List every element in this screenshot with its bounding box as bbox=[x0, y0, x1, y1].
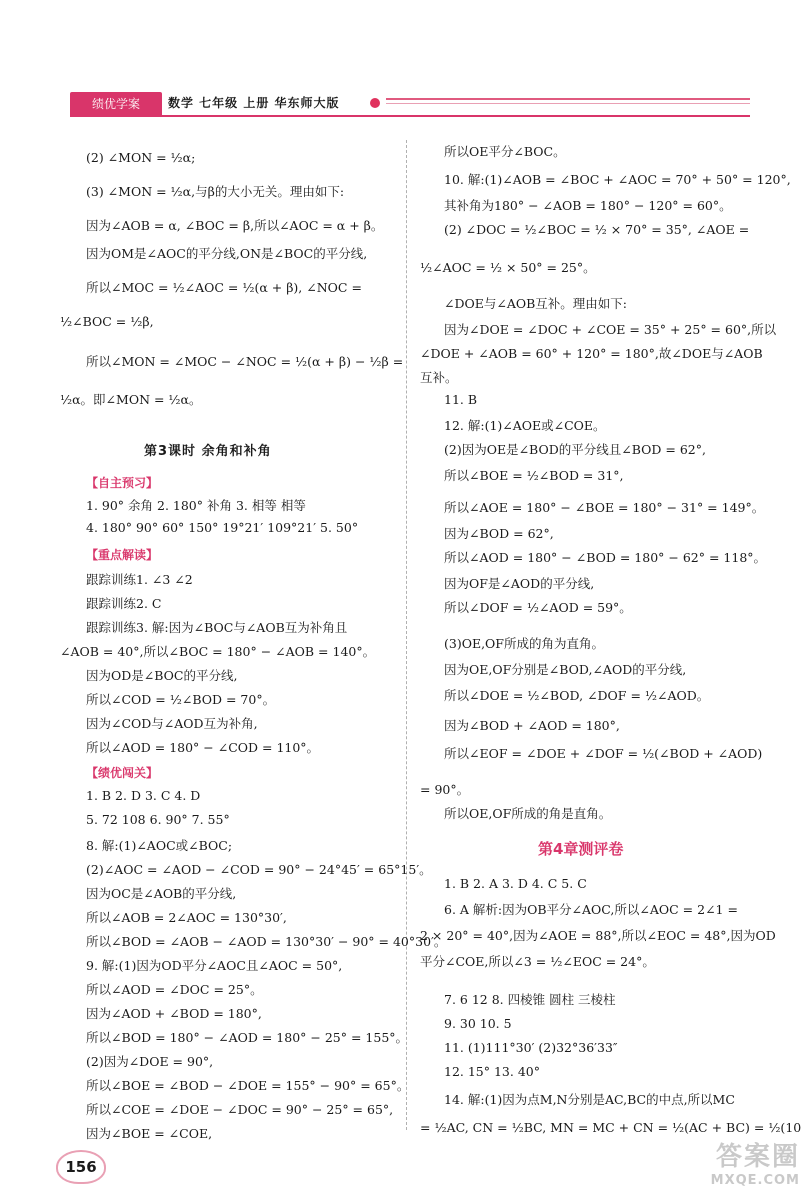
text-line: 2 × 20° = 40°,因为∠AOE = 88°,所以∠EOC = 48°,因为OD bbox=[420, 928, 776, 943]
text-line: 4. 180° 90° 60° 150° 19°21′ 109°21′ 5. 50° bbox=[86, 520, 359, 535]
text-line: 9. 解:(1)因为OD平分∠AOC且∠AOC = 50°, bbox=[86, 958, 343, 973]
text-line: 因为∠BOD + ∠AOD = 180°, bbox=[444, 718, 620, 733]
text-line: 1. B 2. D 3. C 4. D bbox=[86, 788, 201, 803]
text-line: 因为∠AOB = α, ∠BOC = β,所以∠AOC = α + β。 bbox=[86, 218, 384, 233]
book-info: 数学 七年级 上册 华东师大版 bbox=[168, 96, 340, 110]
text-line: (2) ∠MON = ½α; bbox=[86, 150, 196, 165]
text-line: ∠AOB = 40°,所以∠BOC = 180° − ∠AOB = 140°。 bbox=[60, 644, 376, 659]
text-line: 互补。 bbox=[420, 370, 458, 385]
text-line: 11. (1)111°30′ (2)32°36′33″ bbox=[444, 1040, 618, 1055]
section-badge: 【绩优闯关】 bbox=[86, 766, 159, 780]
text-line: 因为∠AOD + ∠BOD = 180°, bbox=[86, 1006, 262, 1021]
section-badge: 【自主预习】 bbox=[86, 476, 159, 490]
text-line: 所以∠AOE = 180° − ∠BOE = 180° − 31° = 149°。 bbox=[444, 500, 765, 515]
column-divider bbox=[406, 140, 407, 1130]
text-line: 因为∠DOE = ∠DOC + ∠COE = 35° + 25° = 60°,所以 bbox=[444, 322, 777, 337]
watermark-logo bbox=[660, 1136, 800, 1194]
text-line: (3) ∠MON = ½α,与β的大小无关。理由如下: bbox=[86, 184, 345, 199]
text-line: 平分∠COE,所以∠3 = ½∠EOC = 24°。 bbox=[420, 954, 655, 969]
header-underline bbox=[70, 115, 750, 117]
watermark-text: 答案圈 bbox=[715, 1142, 800, 1172]
header-rule-thin bbox=[386, 103, 750, 104]
text-line: (2) ∠DOC = ½∠BOC = ½ × 70° = 35°, ∠AOE = bbox=[444, 222, 750, 237]
text-line: 因为OC是∠AOB的平分线, bbox=[86, 886, 237, 901]
text-line: 所以∠AOD = 180° − ∠BOD = 180° − 62° = 118°。 bbox=[444, 550, 767, 565]
text-line: 所以∠DOE = ½∠BOD, ∠DOF = ½∠AOD。 bbox=[444, 688, 710, 703]
text-line: 5. 72 108 6. 90° 7. 55° bbox=[86, 812, 230, 827]
text-line: 所以∠MON = ∠MOC − ∠NOC = ½(α + β) − ½β = bbox=[86, 354, 404, 369]
section-title: 第4章测评卷 bbox=[538, 840, 624, 858]
text-line: 因为∠BOE = ∠COE, bbox=[86, 1126, 213, 1141]
text-line: 所以∠BOD = 180° − ∠AOD = 180° − 25° = 155°。 bbox=[86, 1030, 409, 1045]
text-line: 因为OM是∠AOC的平分线,ON是∠BOC的平分线, bbox=[86, 246, 368, 261]
text-line: (3)OE,OF所成的角为直角。 bbox=[444, 636, 604, 651]
text-line: ∠DOE与∠AOB互补。理由如下: bbox=[444, 296, 628, 311]
text-line: 所以∠COE = ∠DOE − ∠DOC = 90° − 25° = 65°, bbox=[86, 1102, 394, 1117]
section-title: 第3课时 余角和补角 bbox=[144, 444, 272, 459]
text-line: = ½AC, CN = ½BC, MN = MC + CN = ½(AC + BC) = ½(10 bbox=[420, 1120, 802, 1135]
page-header bbox=[70, 92, 750, 116]
text-line: (2)因为OE是∠BOD的平分线且∠BOD = 62°, bbox=[444, 442, 706, 457]
text-line: 所以∠BOD = ∠AOB − ∠AOD = 130°30′ − 90° = 40°30′。 bbox=[86, 934, 447, 949]
text-line: 跟踪训练3. 解:因为∠BOC与∠AOB互为补角且 bbox=[86, 620, 348, 635]
text-line: 10. 解:(1)∠AOB = ∠BOC + ∠AOC = 70° + 50° = 120°, bbox=[444, 172, 791, 187]
text-line: 所以∠MOC = ½∠AOC = ½(α + β), ∠NOC = bbox=[86, 280, 362, 295]
text-line: 所以OE,OF所成的角是直角。 bbox=[444, 806, 612, 821]
text-line: 8. 解:(1)∠AOC或∠BOC; bbox=[86, 838, 233, 853]
text-line: ½∠BOC = ½β, bbox=[60, 314, 154, 329]
text-line: 1. B 2. A 3. D 4. C 5. C bbox=[444, 876, 587, 891]
text-line: 12. 15° 13. 40° bbox=[444, 1064, 540, 1079]
text-line: 12. 解:(1)∠AOE或∠COE。 bbox=[444, 418, 606, 433]
text-line: ∠DOE + ∠AOB = 60° + 120° = 180°,故∠DOE与∠AOB bbox=[420, 346, 763, 361]
text-line: 因为∠BOD = 62°, bbox=[444, 526, 554, 541]
text-line: (2)因为∠DOE = 90°, bbox=[86, 1054, 214, 1069]
text-line: 所以∠AOD = 180° − ∠COD = 110°。 bbox=[86, 740, 320, 755]
text-line: 9. 30 10. 5 bbox=[444, 1016, 512, 1031]
text-line: 1. 90° 余角 2. 180° 补角 3. 相等 相等 bbox=[86, 498, 306, 513]
text-line: ½∠AOC = ½ × 50° = 25°。 bbox=[420, 260, 596, 275]
text-line: ½α。即∠MON = ½α。 bbox=[60, 392, 202, 407]
text-line: 因为OF是∠AOD的平分线, bbox=[444, 576, 595, 591]
text-line: 所以∠AOB = 2∠AOC = 130°30′, bbox=[86, 910, 287, 925]
text-line: 其补角为180° − ∠AOB = 180° − 120° = 60°。 bbox=[444, 198, 732, 213]
text-line: = 90°。 bbox=[420, 782, 470, 797]
text-line: 因为OD是∠BOC的平分线, bbox=[86, 668, 238, 683]
text-line: 14. 解:(1)因为点M,N分别是AC,BC的中点,所以MC bbox=[444, 1092, 735, 1107]
text-line: 因为OE,OF分别是∠BOD,∠AOD的平分线, bbox=[444, 662, 687, 677]
text-line: 所以∠COD = ½∠BOD = 70°。 bbox=[86, 692, 276, 707]
text-line: 所以∠BOE = ½∠BOD = 31°, bbox=[444, 468, 624, 483]
page-number: 156 bbox=[56, 1150, 106, 1184]
watermark-url: MXQE.COM bbox=[710, 1173, 800, 1188]
series-tag: 绩优学案 bbox=[70, 92, 162, 116]
text-line: 跟踪训练2. C bbox=[86, 596, 162, 611]
text-line: 6. A 解析:因为OB平分∠AOC,所以∠AOC = 2∠1 = bbox=[444, 902, 738, 917]
text-line: 跟踪训练1. ∠3 ∠2 bbox=[86, 572, 193, 587]
text-line: 所以∠EOF = ∠DOE + ∠DOF = ½(∠BOD + ∠AOD) bbox=[444, 746, 763, 761]
text-line: 11. B bbox=[444, 392, 478, 407]
text-line: 所以∠AOD = ∠DOC = 25°。 bbox=[86, 982, 263, 997]
text-line: 所以OE平分∠BOC。 bbox=[444, 144, 566, 159]
header-dot-icon bbox=[370, 98, 380, 108]
text-line: 所以∠BOE = ∠BOD − ∠DOE = 155° − 90° = 65°。 bbox=[86, 1078, 410, 1093]
text-line: 因为∠COD与∠AOD互为补角, bbox=[86, 716, 258, 731]
text-line: 7. 6 12 8. 四棱锥 圆柱 三棱柱 bbox=[444, 992, 616, 1007]
section-badge: 【重点解读】 bbox=[86, 548, 159, 562]
text-line: (2)∠AOC = ∠AOD − ∠COD = 90° − 24°45′ = 65°15′。 bbox=[86, 862, 432, 877]
text-line: 所以∠DOF = ½∠AOD = 59°。 bbox=[444, 600, 632, 615]
header-rule bbox=[386, 98, 750, 100]
